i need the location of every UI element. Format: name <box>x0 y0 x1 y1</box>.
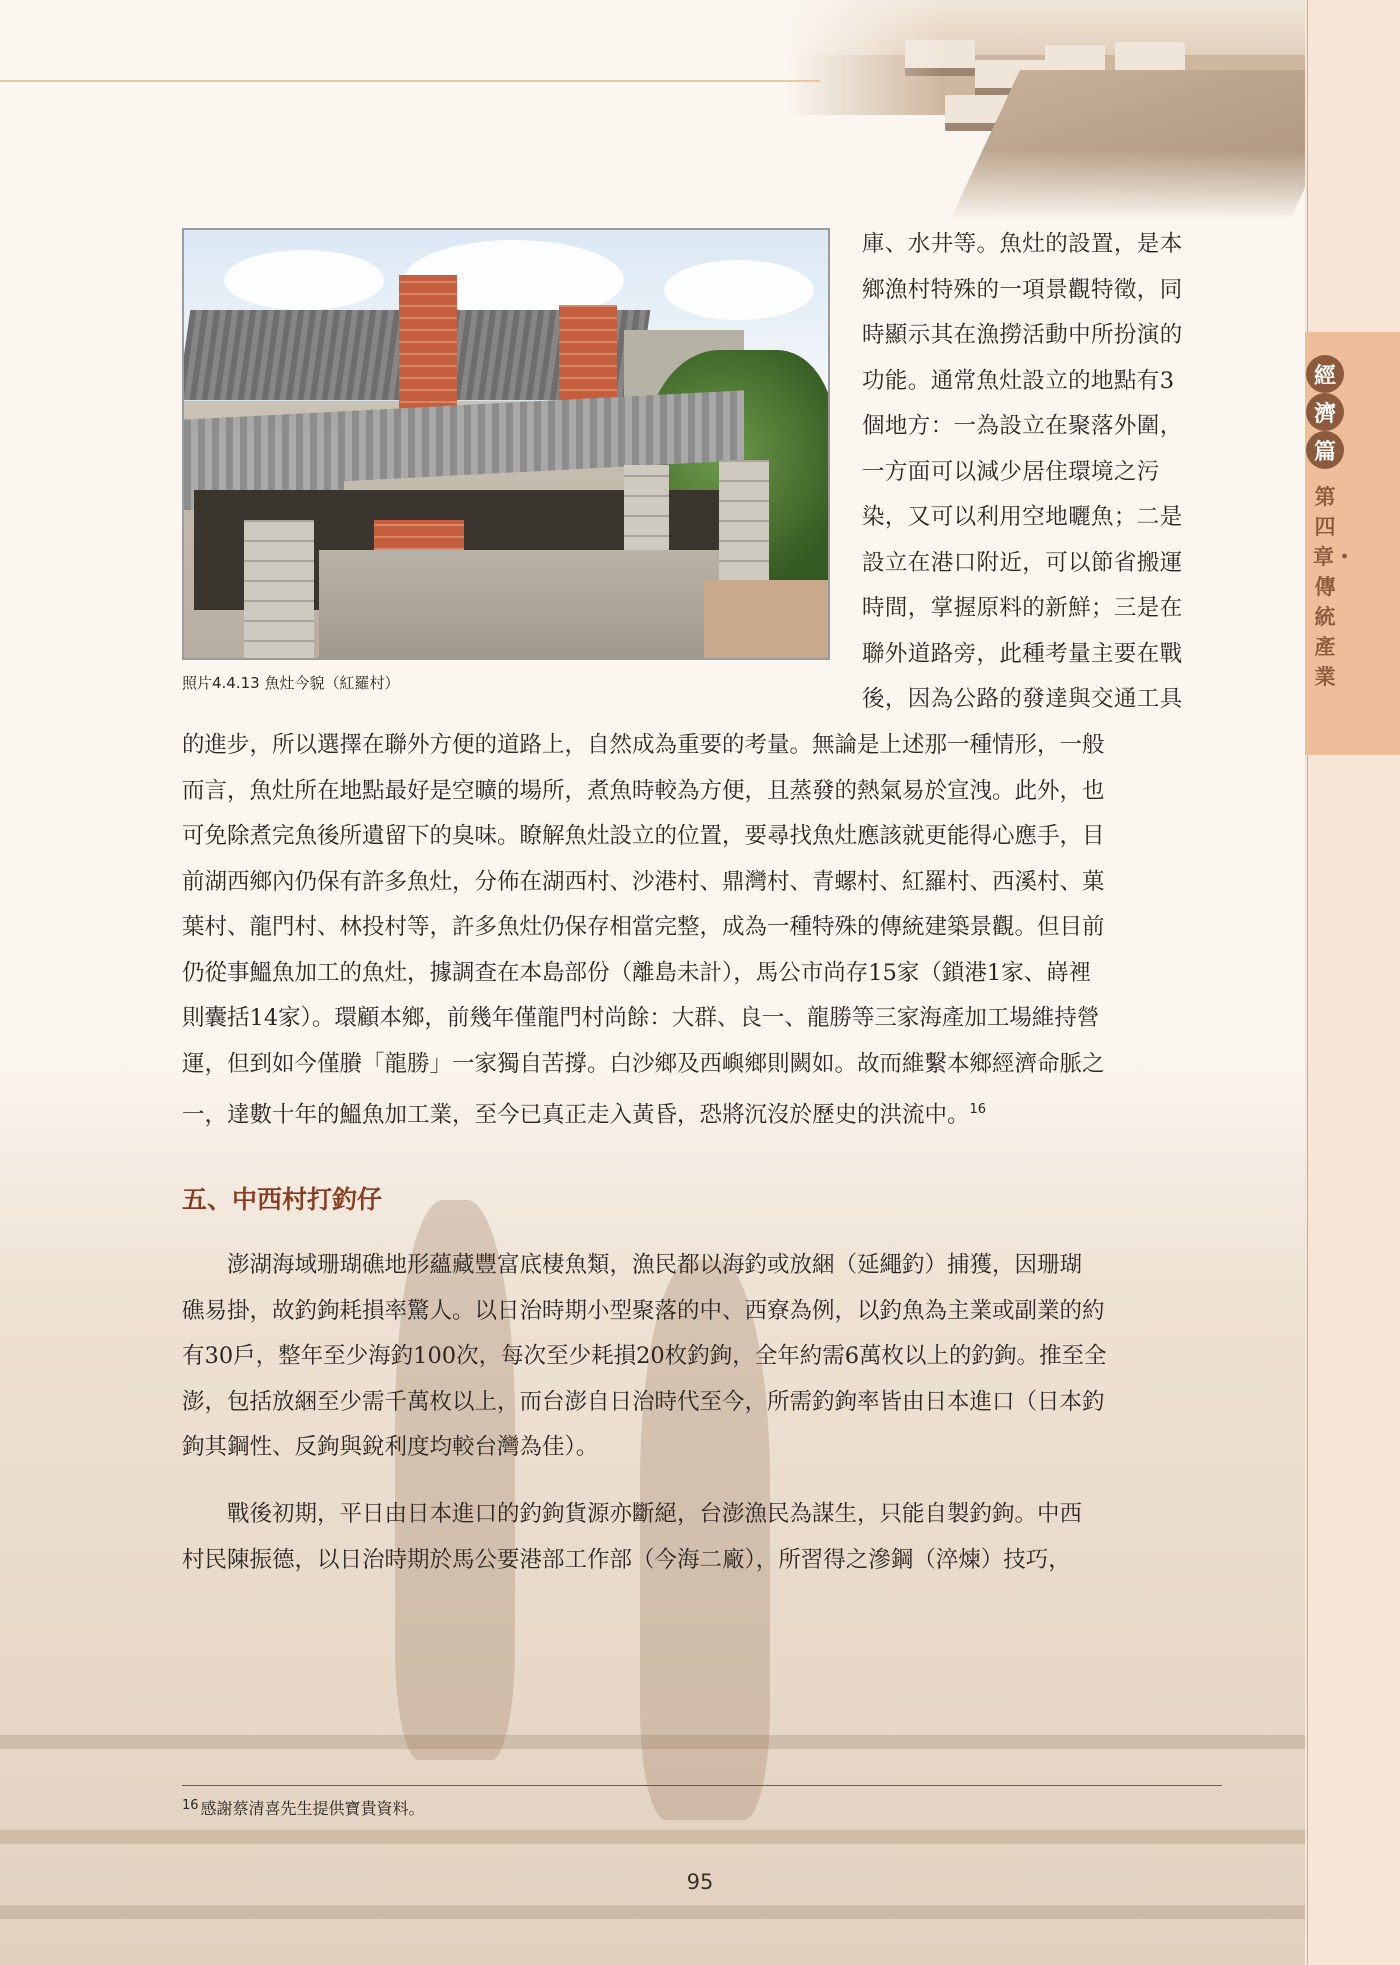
text-line: 戰後初期，平日由日本進口的釣鉤貨源亦斷絕，台澎漁民為謀生，只能自製釣鉤。中西 <box>182 1501 1083 1527</box>
fish-stove-photo <box>182 228 830 660</box>
text-line: 仍從事鰮魚加工的魚灶，據調查在本島部份（離島未計），馬公市尚存15家（鎖港1家、嵵裡 <box>182 959 1092 986</box>
harbor-header-image <box>785 0 1305 220</box>
text-line: 有30戶，整年至少海釣100次，每次至少耗損20枚釣鉤，全年約需6萬枚以上的釣鉤。推至全 <box>182 1343 1107 1369</box>
footnote <box>182 1796 425 1819</box>
text-line: 時間，掌握原料的新鮮；三是在 <box>862 595 1183 621</box>
chapter-label: 第四章・傳統產業 <box>1313 484 1355 689</box>
page-number: 95 <box>686 1870 714 1894</box>
text-line: 則囊括14家）。環顧本鄉，前幾年僅龍門村尚餘：大群、良一、龍勝等三家海產加工場維持營 <box>182 1005 1100 1031</box>
text-line: 設立在港口附近，可以節省搬運 <box>862 549 1183 576</box>
text-line: 聯外道路旁，此種考量主要在戰 <box>862 640 1183 667</box>
paragraph-fishhooks-1 <box>182 1243 1222 1471</box>
text-line: 澎，包括放綑至少需千萬枚以上，而台澎自日治時代至今，所需釣鉤率皆由日本進口（日本釣 <box>182 1388 1105 1415</box>
text-line: 的進步，所以選擇在聯外方便的道路上，自然成為重要的考量。無論是上述那一種情形，一般 <box>182 732 1105 758</box>
text-line: 後，因為公路的發達與交通工具 <box>862 686 1183 712</box>
text-line: 一，達數十年的鰮魚加工業，至今已真正走入黃昏，恐將沉沒於歷史的洪流中。 <box>182 1102 970 1128</box>
footnote-divider <box>182 1785 1222 1786</box>
text-line: 鄉漁村特殊的一項景觀特徵，同 <box>862 276 1183 303</box>
text-line: 鉤其鋼性、反鉤與銳利度均較台灣為佳）。 <box>182 1434 599 1460</box>
text-line: 澎湖海域珊瑚礁地形蘊藏豐富底棲魚類，漁民都以海釣或放綑（延繩釣）捕獲，因珊瑚 <box>182 1252 1083 1278</box>
body-paragraph <box>182 723 1222 1139</box>
footnote-text: 感謝蔡清喜先生提供寶貴資料。 <box>200 1799 425 1818</box>
text-line: 功能。通常魚灶設立的地點有3 <box>862 367 1175 394</box>
background-rail <box>0 1735 1305 1749</box>
background-rail <box>0 1830 1305 1844</box>
section-char-3: 篇 <box>1306 431 1344 469</box>
text-line-last <box>182 1087 1222 1139</box>
text-line: 可免除煮完魚後所遺留下的臭味。瞭解魚灶設立的位置，要尋找魚灶應該就更能得心應手，目 <box>182 823 1105 849</box>
text-line: 而言，魚灶所在地點最好是空曠的場所，煮魚時較為方便，且蒸發的熱氣易於宣洩。此外，也 <box>182 777 1105 804</box>
header-rule <box>0 80 820 82</box>
text-line: 葉村、龍門村、林投村等，許多魚灶仍保存相當完整，成為一種特殊的傳統建築景觀。但目前 <box>182 914 1105 940</box>
text-line: 個地方：一為設立在聚落外圍， <box>862 413 1183 439</box>
section-char-2: 濟 <box>1306 393 1344 431</box>
text-line: 前湖西鄉內仍保有許多魚灶，分佈在湖西村、沙港村、鼎灣村、青螺村、紅羅村、西溪村、菓 <box>182 868 1105 895</box>
text-line: 庫、水井等。魚灶的設置，是本 <box>862 231 1183 257</box>
text-line: 一方面可以減少居住環境之污 <box>862 458 1160 485</box>
chapter-sidebar <box>1305 0 1400 1965</box>
footnote-number: 16 <box>182 1798 199 1813</box>
text-line: 運，但到如今僅賸「龍勝」一家獨自苦撐。白沙鄉及西嶼鄉則闕如。故而維繫本鄉經濟命脈之 <box>182 1050 1105 1077</box>
paragraph-fishhooks-2 <box>182 1492 1222 1583</box>
text-line: 村民陳振德，以日治時期於馬公要港部工作部（今海二廠），所習得之滲鋼（淬煉）技巧， <box>182 1546 1071 1573</box>
text-line: 礁易掛，故釣鉤耗損率驚人。以日治時期小型聚落的中、西寮為例，以釣魚為主業或副業的約 <box>182 1297 1105 1324</box>
photo-caption: 照片4.4.13 魚灶今貌（紅羅村） <box>182 674 400 692</box>
section-char-1: 經 <box>1306 355 1344 393</box>
section-heading: 五、中西村打釣仔 <box>182 1185 383 1214</box>
text-line: 染，又可以利用空地曬魚；二是 <box>862 504 1183 530</box>
footnote-reference[interactable]: 16 <box>969 1102 987 1117</box>
text-line: 時顯示其在漁撈活動中所扮演的 <box>862 322 1183 348</box>
background-rail <box>0 1905 1305 1919</box>
text-column-right <box>862 222 1222 723</box>
